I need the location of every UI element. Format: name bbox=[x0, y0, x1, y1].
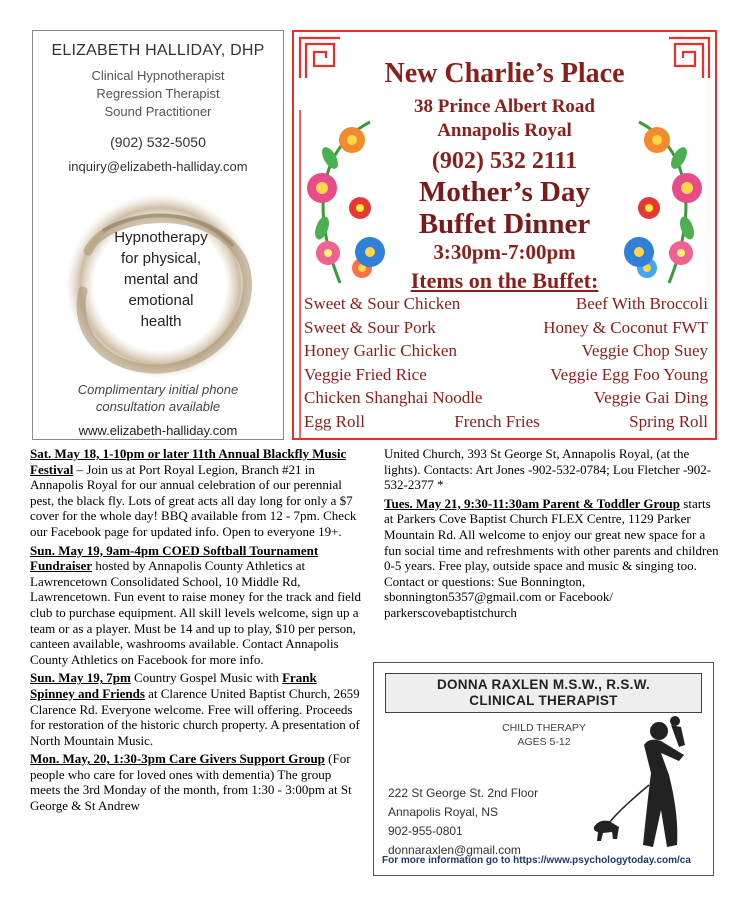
address-line: Annapolis Royal bbox=[437, 120, 572, 141]
ad-header bbox=[385, 673, 702, 713]
menu-row bbox=[304, 365, 708, 389]
pitch-line: Hypnotherapy bbox=[114, 229, 208, 246]
event-listing bbox=[30, 670, 362, 748]
pitch-line: mental and bbox=[123, 271, 199, 288]
event-heading: Sun. May 19, 7pm bbox=[30, 670, 131, 686]
restaurant-phone: (902) 532 2111 bbox=[431, 148, 578, 174]
event-details: starts at Parkers Cove Baptist Church FLEX Centre, 1129 Parker Mountain Rd. All welcome to enjoy our great new space for a fun social time and refreshments with other parents and children 0-5 years. Free play, outside space and music & singing too. Contact or questions: Sue Bonnington, sbonnington5357@gmail.com or Facebook/ parkerscovebaptistchurch bbox=[384, 495, 719, 620]
pitch-line: for physical, bbox=[120, 250, 202, 267]
phone-number: 902-955-0801 bbox=[388, 824, 463, 838]
role: Sound Practitioner bbox=[104, 104, 212, 119]
event-listing bbox=[30, 543, 362, 668]
address-line: 38 Prince Albert Road bbox=[413, 96, 595, 117]
menu-item: Egg Roll bbox=[304, 411, 365, 431]
menu-item: French Fries bbox=[454, 411, 540, 431]
service-line: AGES 5-12 bbox=[517, 736, 571, 748]
buffet-menu bbox=[304, 294, 708, 435]
event-heading: Mon. May, 20, 1:30-3pm Care Givers Support Group bbox=[30, 751, 325, 767]
event-details: United Church, 393 St George St, Annapolis Royal, (at the lights). Contacts: Art Jones -902-532-0784; Lou Fletcher -902-532-2377 * bbox=[384, 446, 712, 493]
menu-row bbox=[304, 294, 708, 318]
event-listing bbox=[30, 446, 362, 540]
menu-item: Veggie Egg Foo Young bbox=[550, 364, 708, 384]
event-details: at Clarence United Baptist Church, 2659 Clarence Rd. Everyone welcome. Free will offering. Proceeds for restoration of the historic church property. A presentation of North Mountain Music. bbox=[30, 685, 360, 748]
contact-block bbox=[388, 784, 538, 860]
menu-item: Honey Garlic Chicken bbox=[304, 341, 457, 360]
event-heading: Frank Spinney and Friends bbox=[30, 670, 317, 701]
blue-flower-icon bbox=[350, 232, 390, 272]
menu-item: Veggie Fried Rice bbox=[304, 364, 427, 384]
menu-row bbox=[304, 341, 708, 365]
role-list bbox=[33, 67, 283, 121]
practitioner-name: ELIZABETH HALLIDAY, DHP bbox=[51, 42, 265, 59]
events-column-right bbox=[384, 446, 719, 624]
event-heading: Tues. May 21, 9:30-11:30am Parent & Toddler Group bbox=[384, 495, 681, 511]
menu-row bbox=[304, 412, 708, 436]
menu-item: Veggie Chop Suey bbox=[581, 341, 708, 360]
menu-item: Sweet & Sour Pork bbox=[304, 317, 436, 337]
event-details: hosted by Annapolis County Athletics at Lawrencetown Consolidated School, 10 Middle Rd, Lawrencetown. Fun event to raise money for the track and field club to purchase equipment. All skill levels welcome, sign up a team or as a player. Must be 14 and up to play, $10 per person, canteen available, washrooms available. Contact Annapolis County Athletics on Facebook for more info. bbox=[30, 558, 362, 667]
event-listing bbox=[30, 751, 362, 813]
email-link[interactable]: donnaraxlen@gmail.com bbox=[388, 843, 521, 857]
consult-line: Complimentary initial phone bbox=[77, 382, 239, 397]
charlies-place-ad bbox=[292, 30, 717, 440]
event-listing bbox=[384, 496, 719, 621]
event-title: Mother’s Day bbox=[419, 176, 590, 208]
more-info-link[interactable]: For more information go to https://www.psychologytoday.com/ca bbox=[382, 855, 691, 866]
menu-item: Chicken Shanghai Noodle bbox=[304, 388, 483, 407]
menu-item: Sweet & Sour Chicken bbox=[304, 294, 461, 313]
event-details: Country Gospel Music with bbox=[130, 670, 283, 686]
menu-row bbox=[304, 388, 708, 412]
role: Clinical Hypnotherapist bbox=[91, 68, 225, 83]
consultation-note bbox=[43, 381, 273, 415]
consult-line: consultation available bbox=[95, 399, 221, 414]
pitch-line: emotional bbox=[128, 292, 194, 309]
email-link[interactable]: inquiry@elizabeth-halliday.com bbox=[68, 159, 248, 174]
event-hours: 3:30pm-7:00pm bbox=[433, 240, 576, 264]
city-line: Annapolis Royal, NS bbox=[388, 805, 499, 819]
event-listing bbox=[384, 446, 719, 493]
menu-heading: Items on the Buffet: bbox=[410, 268, 599, 293]
service-description bbox=[71, 227, 251, 332]
parent-child-dog-silhouette-icon bbox=[589, 715, 709, 855]
service-line: CHILD THERAPY bbox=[502, 722, 586, 734]
event-heading: Sun. May 19, 9am-4pm COED Softball Tournament Fundraiser bbox=[30, 542, 319, 574]
event-subtitle: Buffet Dinner bbox=[418, 208, 591, 240]
menu-item: Beef With Broccoli bbox=[575, 294, 708, 313]
therapist-name: DONNA RAXLEN M.S.W., R.S.W. bbox=[436, 677, 651, 692]
event-heading: Sat. May 18, 1-10pm or later 11th Annual Blackfly Music Festival bbox=[30, 446, 347, 477]
events-column-left bbox=[30, 446, 362, 817]
pitch-line: health bbox=[140, 313, 182, 330]
website-link[interactable]: www.elizabeth-halliday.com bbox=[78, 423, 238, 438]
phone-number: (902) 532-5050 bbox=[110, 134, 206, 150]
restaurant-name: New Charlie’s Place bbox=[384, 58, 625, 89]
event-details: – Join us at Port Royal Legion, Branch #21 in Annapolis Royal for our annual celebration of our perennial pest, the black fly. Lots of great acts all day long for only a $7 cover for the whole day! BBQ available from 12 - 7pm. Check our Facebook page for updated info. Open to everyone 19+. bbox=[30, 461, 357, 539]
menu-row bbox=[304, 318, 708, 342]
menu-item: Spring Roll bbox=[629, 411, 708, 431]
menu-item: Honey & Coconut FWT bbox=[543, 317, 708, 337]
address-line: 222 St George St. 2nd Floor bbox=[388, 786, 539, 800]
menu-item: Veggie Gai Ding bbox=[593, 388, 708, 407]
therapist-title: CLINICAL THERAPIST bbox=[469, 693, 618, 708]
blue-flower-icon bbox=[619, 232, 659, 272]
event-details: (For people who care for loved ones with dementia) The group meets the 3rd Monday of the month, from 1:30 - 3:00pm at St George & St Andrew bbox=[30, 751, 352, 814]
halliday-ad bbox=[32, 30, 284, 440]
role: Regression Therapist bbox=[96, 86, 220, 101]
raxlen-ad bbox=[373, 662, 714, 876]
